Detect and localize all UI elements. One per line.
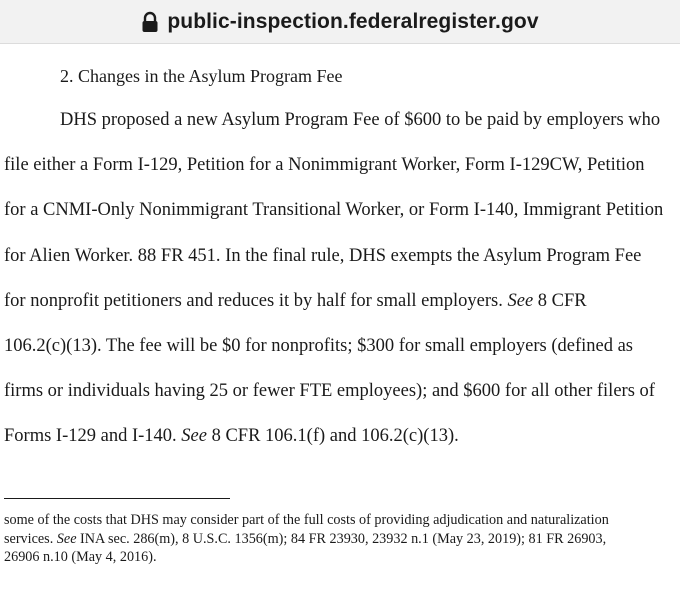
citation-signal: See [507,290,534,311]
text-run: some of the costs that DHS may consider part of the full costs of providing adjudication and naturalization [4,512,609,528]
text-run: for a CNMI-Only Nonimmigrant Transitional Worker, or Form I-140, Immigrant Petition [4,200,664,221]
text-run: Forms I-129 and I-140. [4,426,182,447]
paragraph-line [4,246,641,267]
footnote-divider [4,498,230,499]
paragraph-line [4,291,587,312]
url-text: public-inspection.federalregister.gov [167,9,539,33]
text-run: 8 CFR 106.1(f) and 106.2(c)(13). [206,426,459,447]
text-run: INA sec. 286(m), 8 U.S.C. 1356(m); 84 FR 23930, 23932 n.1 (May 23, 2019); 81 FR 26903, [76,530,607,547]
paragraph-line [4,336,633,357]
paragraph-line [4,381,655,402]
paragraph-line [4,200,663,221]
text-run: for Alien Worker. 88 FR 451. In the final rule, DHS exempts the Asylum Program Fee [4,245,642,266]
text-run: 106.2(c)(13). The fee will be $0 for nonprofits; $300 for small employers (defined as [4,336,633,356]
section-heading: 2. Changes in the Asylum Program Fee [60,66,343,86]
text-run: file either a Form I-129, Petition for a Nonimmigrant Worker, Form I-129CW, Petition [4,155,645,176]
citation-signal: See [181,426,207,447]
paragraph-line [4,426,459,447]
footnote-line [4,512,609,529]
document-page [0,44,680,613]
footnote-line [4,549,157,566]
citation-signal: See [56,530,77,547]
paragraph-line [4,155,645,176]
text-run: for nonprofit petitioners and reduces it by half for small employers. [4,290,508,311]
text-run: firms or individuals having 25 or fewer FTE employees); and $600 for all other filers of [4,381,655,402]
footnote-line [4,531,606,548]
text-run: 26906 n.10 (May 4, 2016). [4,549,157,565]
lock-icon [141,11,159,33]
text-run: DHS proposed a new Asylum Program Fee of $600 to be paid by employers who [60,110,661,130]
text-run: 8 CFR [533,290,587,311]
text-run: services. [4,530,57,547]
paragraph-line [60,110,660,131]
address-bar[interactable] [0,0,680,44]
